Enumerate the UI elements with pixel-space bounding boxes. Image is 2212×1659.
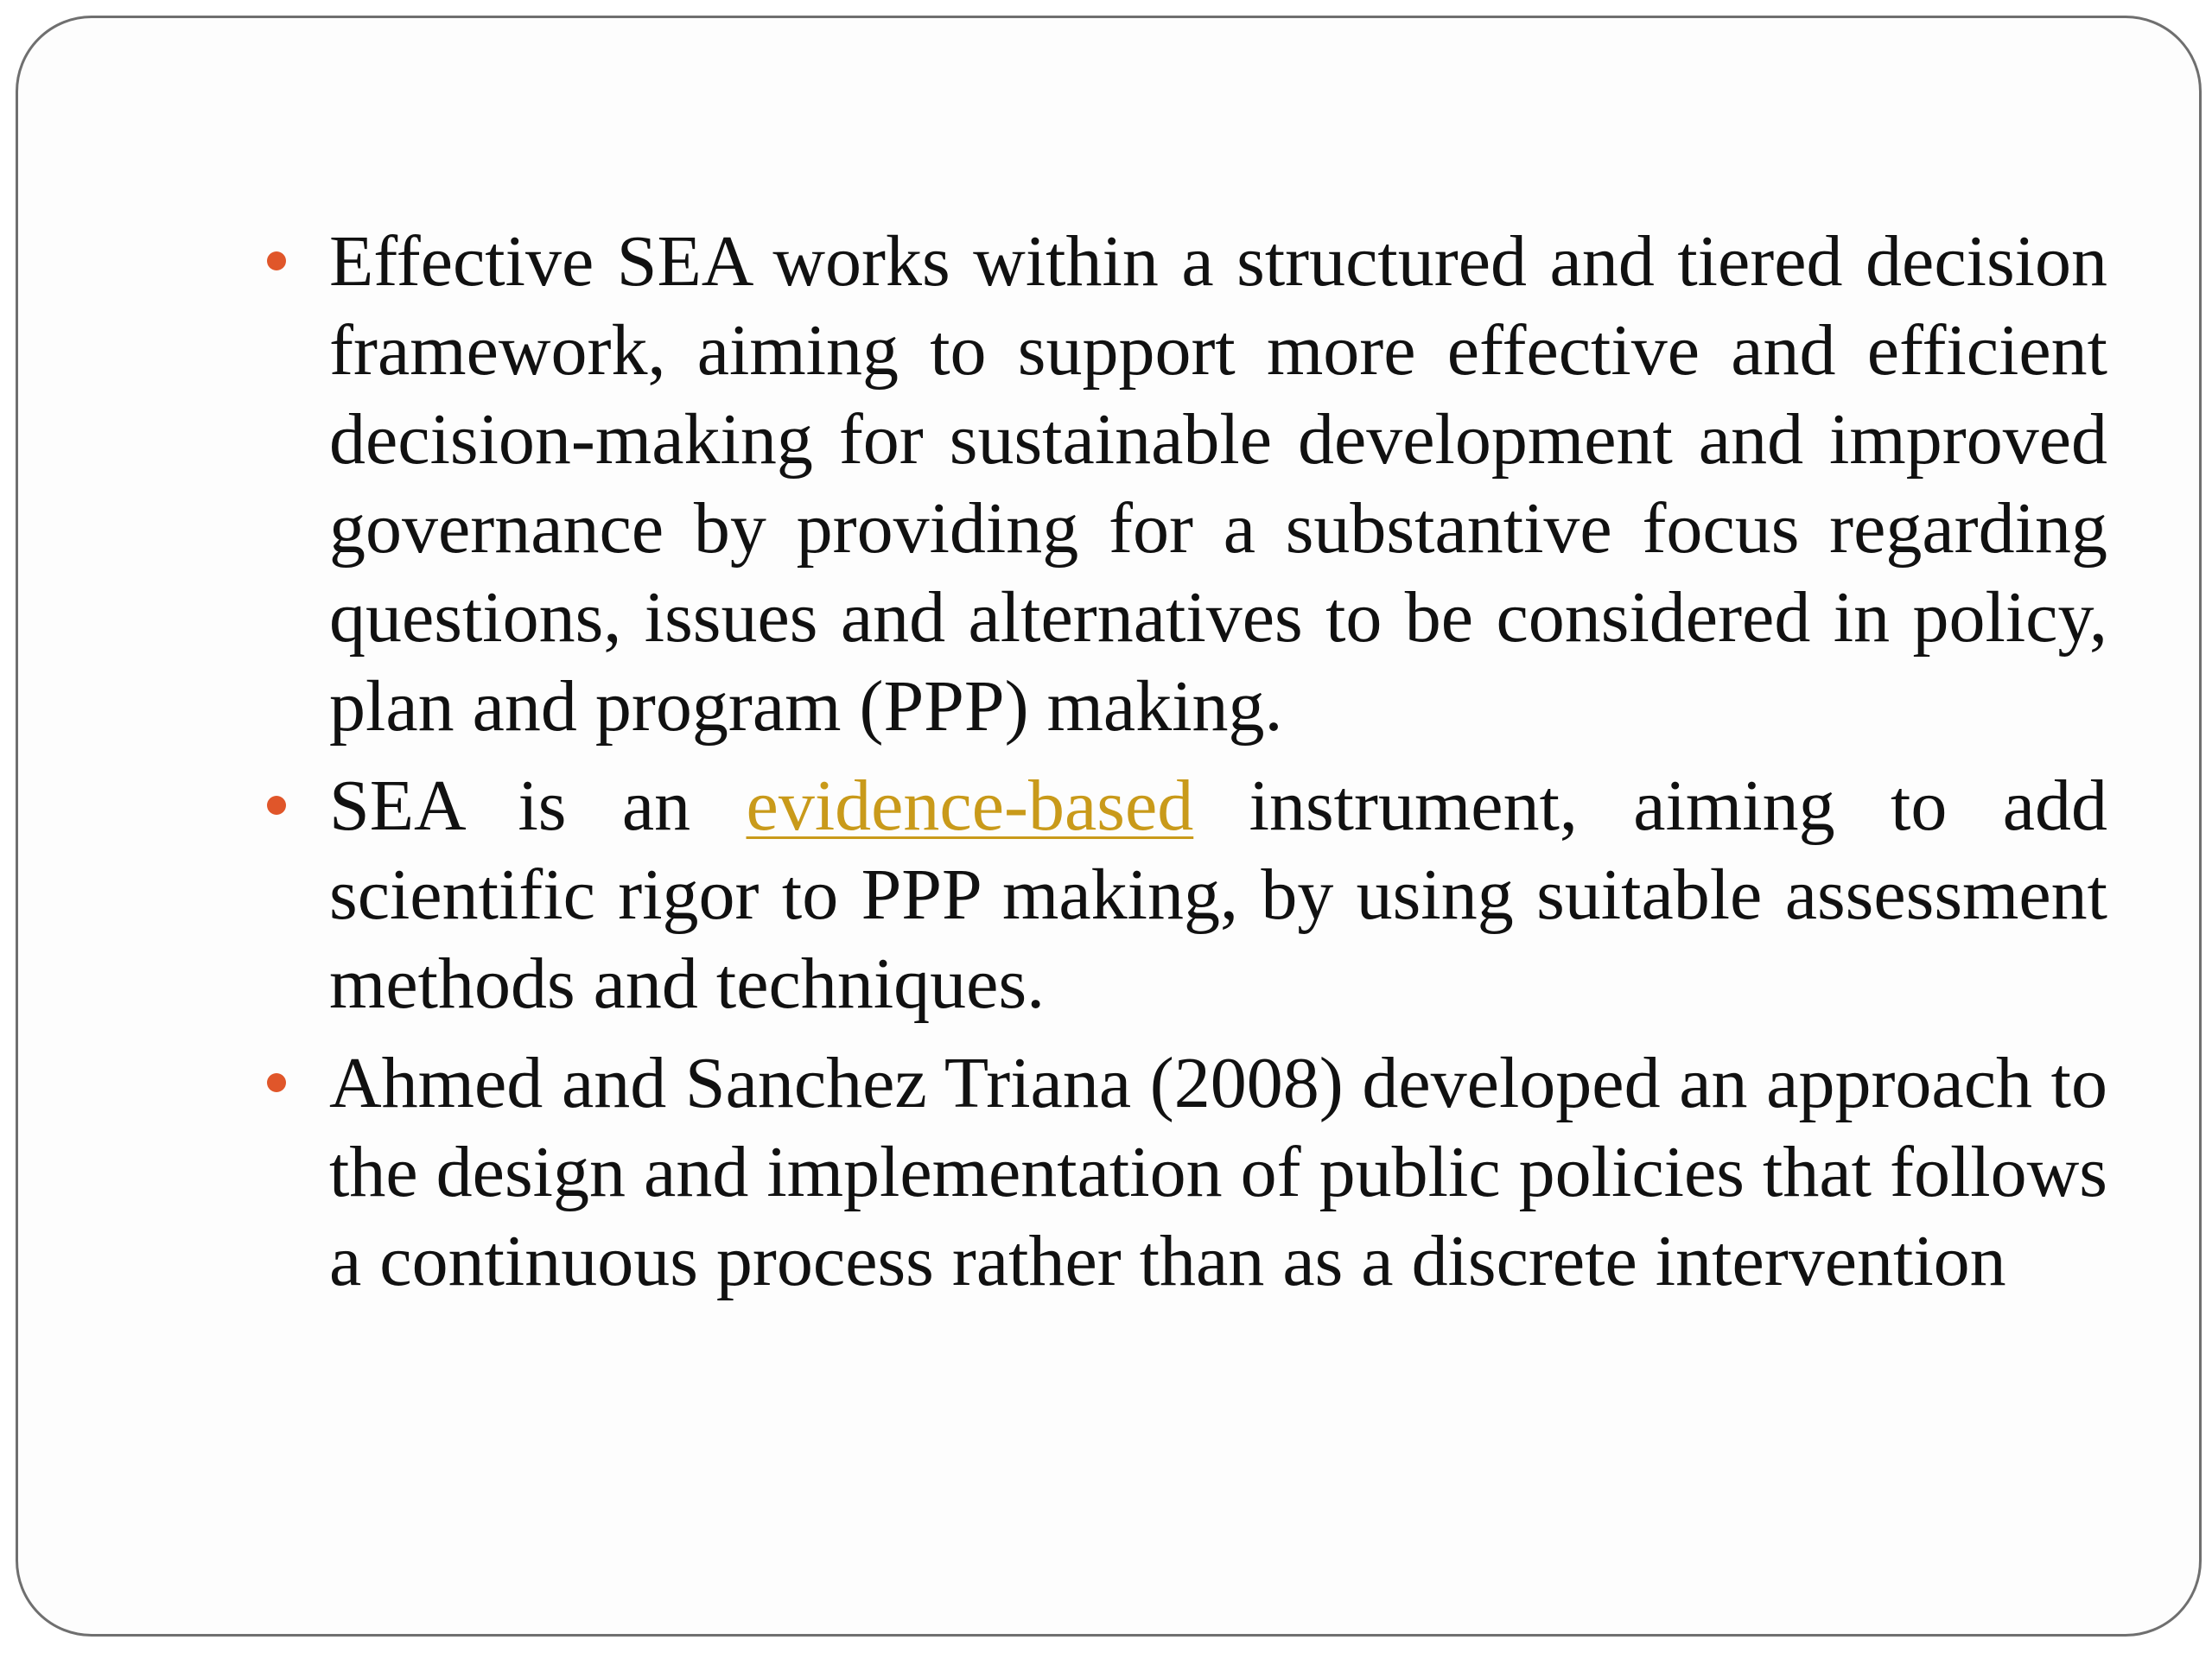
bullet-list [267,217,2107,1316]
bullet-dot-icon [267,1073,286,1092]
bullet-item-3 [267,1039,2107,1306]
bullet-text-2-before: SEA is an [329,766,747,846]
bullet-text-1: Effective SEA works within a structured and tiered decision framework, aiming to support more effective and efficient decision-making for sustainable development and improved governance by providing for a substantive focus regarding questions, issues and alternatives to be considered in policy, plan and program (PPP) making. [329,221,2107,747]
evidence-based-link[interactable]: evidence-based [746,766,1194,846]
bullet-text-2-after: instrument, aiming to add scientific rigor to PPP making, by using suitable assessment methods and techniques. [329,766,2107,1024]
bullet-dot-icon [267,251,286,270]
bullet-item-1 [267,217,2107,751]
bullet-text-3: Ahmed and Sanchez Triana (2008) developed an approach to the design and implementation of public policies that follows a continuous process rather than as a discrete intervention [329,1043,2107,1301]
bullet-dot-icon [267,796,286,815]
bullet-item-2 [267,761,2107,1028]
slide-frame [16,16,2202,1637]
